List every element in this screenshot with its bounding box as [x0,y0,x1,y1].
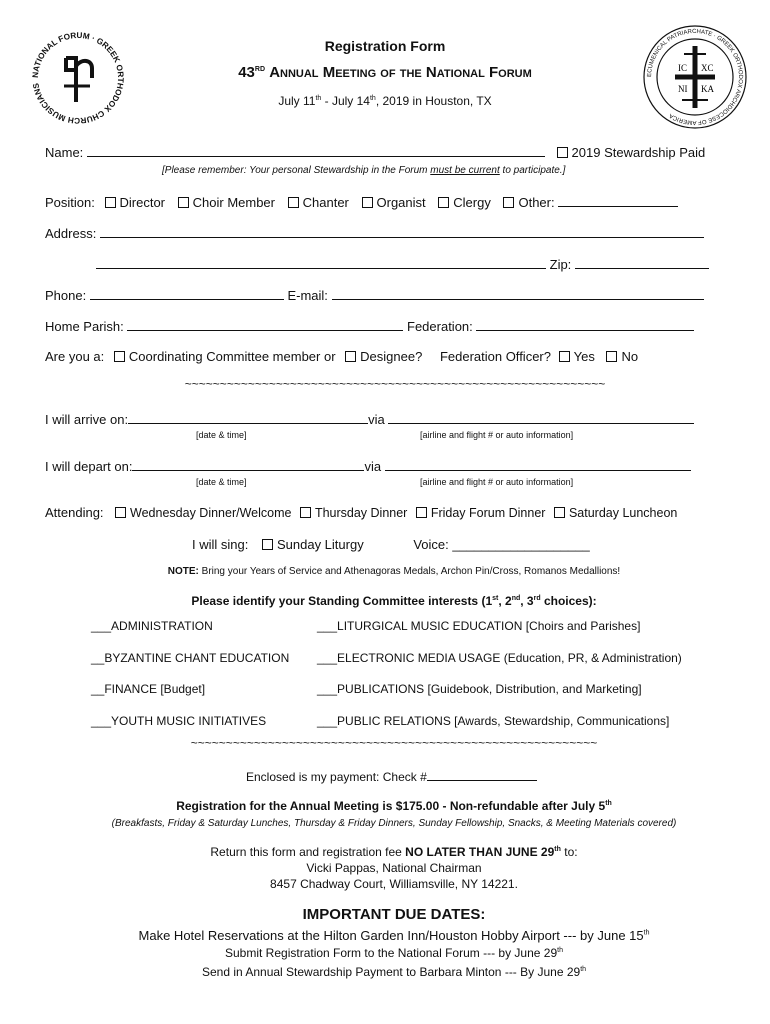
fee-coverage: (Breakfasts, Friday & Saturday Lunches, Thursday & Friday Dinners, Sunday Fellowship, Snacks, & Meeting Materials covered) [111,818,677,829]
depart-airline-hint: [airline and flight # or auto information] [420,477,574,487]
stewardship-checkbox[interactable] [557,147,568,158]
committee-liturgical-music[interactable]: ___LITURGICAL MUSIC EDUCATION [Choirs and Parishes] [317,619,641,633]
hotel-deadline: Make Hotel Reservations at the Hilton Garden Inn/Houston Hobby Airport --- by June 15th [138,928,650,943]
arrive-row: I will arrive on: via [45,411,694,427]
committee-heading: Please identify your Standing Committee interests (1st, 2nd, 3rd choices): [191,594,597,608]
other-checkbox[interactable] [503,197,514,208]
parish-row: Home Parish: Federation: [45,318,694,334]
return-address: 8457 Chadway Court, Williamsville, NY 14221. [270,877,518,891]
committee-finance[interactable]: __FINANCE [Budget] [91,682,206,696]
zip-field[interactable] [575,256,709,269]
name-field[interactable] [87,144,545,157]
depart-date-field[interactable] [132,458,364,471]
address-row-2: Zip: [96,256,709,272]
depart-date-hint: [date & time] [196,477,247,487]
arrive-date-hint: [date & time] [196,430,247,440]
home-parish-field[interactable] [127,318,403,331]
stewardship-deadline: Send in Annual Stewardship Payment to Barbara Minton --- By June 29th [201,965,587,979]
address-row: Address: [45,225,704,241]
yes-checkbox[interactable] [559,351,570,362]
arrive-transport-field[interactable] [388,411,694,424]
meeting-dates: July 11th - July 14th, 2019 in Houston, TX [278,94,492,108]
due-dates-heading: IMPORTANT DUE DATES: [302,906,486,923]
thursday-dinner-checkbox[interactable] [300,507,311,518]
return-instructions: Return this form and registration fee NO LATER THAN JUNE 29th to: [210,845,578,859]
saturday-luncheon-checkbox[interactable] [554,507,565,518]
logo-ring-text: NATIONAL FORUM · GREEK ORTHODOX CHURCH MUSICIANS [30,30,126,126]
committee-publications[interactable]: ___PUBLICATIONS [Guidebook, Distribution, and Marketing] [317,682,642,696]
committee-administration[interactable]: ___ADMINISTRATION [91,619,213,633]
role-row: Are you a: Coordinating Committee member or Designee? Federation Officer? Yes No [45,349,639,364]
depart-row: I will depart on: via [45,458,691,474]
stewardship-note: [Please remember: Your personal Stewardship in the Forum must be current to participate.] [162,165,566,176]
submit-deadline: Submit Registration Form to the National Forum --- by June 29th [225,946,563,960]
check-number-field[interactable] [427,768,537,781]
divider: ~~~~~~~~~~~~~~~~~~~~~~~~~~~~~~~~~~~~~~~~~~~~~~~~~~~~~~~~~~ [190,736,598,750]
email-field[interactable] [332,287,704,300]
medals-note: NOTE: Bring your Years of Service and Athenagoras Medals, Archon Pin/Cross, Romanos Medallions! [167,566,621,577]
other-field[interactable] [558,194,678,207]
sing-row: I will sing: Sunday Liturgy Voice: ___________________ [192,537,590,552]
name-row: Name: 2019 Stewardship Paid [45,145,706,160]
arrive-date-field[interactable] [128,411,368,424]
committee-byzantine-chant[interactable]: __BYZANTINE CHANT EDUCATION [91,651,290,665]
friday-dinner-checkbox[interactable] [416,507,427,518]
seal-quadrant: NI [678,84,688,94]
seal-quadrant: XC [701,63,714,73]
committee-public-relations[interactable]: ___PUBLIC RELATIONS [Awards, Stewardship, Communications] [317,714,670,728]
return-name: Vicki Pappas, National Chairman [306,861,482,875]
meeting-title: 43RD Annual Meeting of the National Forum [238,64,532,81]
sunday-liturgy-checkbox[interactable] [262,539,273,550]
director-checkbox[interactable] [105,197,116,208]
address-field-1[interactable] [100,225,704,238]
seal-quadrant: KA [701,84,714,94]
phone-row: Phone: E-mail: [45,287,704,303]
registration-fee: Registration for the Annual Meeting is $175.00 - Non-refundable after July 5th [176,799,612,813]
federation-field[interactable] [476,318,694,331]
address-field-2[interactable] [96,256,546,269]
choir-member-checkbox[interactable] [178,197,189,208]
coordinating-committee-checkbox[interactable] [114,351,125,362]
phone-field[interactable] [90,287,284,300]
committee-electronic-media[interactable]: ___ELECTRONIC MEDIA USAGE (Education, PR, & Administration) [317,651,682,665]
organist-checkbox[interactable] [362,197,373,208]
form-title: Registration Form [324,38,446,54]
seal-ring-text: ECUMENICAL PATRIARCHATE · GREEK ORTHODOX ARCHDIOCESE OF AMERICA [646,28,744,126]
payment-row: Enclosed is my payment: Check # [246,768,537,784]
depart-transport-field[interactable] [385,458,691,471]
voice-field[interactable]: Voice: ___________________ [413,537,590,552]
chanter-checkbox[interactable] [288,197,299,208]
position-row: Position: Director Choir Member Chanter Organist Clergy Other: [45,194,687,210]
committee-youth-music[interactable]: ___YOUTH MUSIC INITIATIVES [91,714,267,728]
seal-quadrant: IC [678,63,687,73]
divider: ~~~~~~~~~~~~~~~~~~~~~~~~~~~~~~~~~~~~~~~~~~~~~~~~~~~~~~~~~~~~ [184,377,606,391]
attending-row: Attending: Wednesday Dinner/Welcome Thursday Dinner Friday Forum Dinner Saturday Luncheon [45,505,678,520]
wednesday-dinner-checkbox[interactable] [115,507,126,518]
no-checkbox[interactable] [606,351,617,362]
clergy-checkbox[interactable] [438,197,449,208]
arrive-airline-hint: [airline and flight # or auto information] [420,430,574,440]
designee-checkbox[interactable] [345,351,356,362]
